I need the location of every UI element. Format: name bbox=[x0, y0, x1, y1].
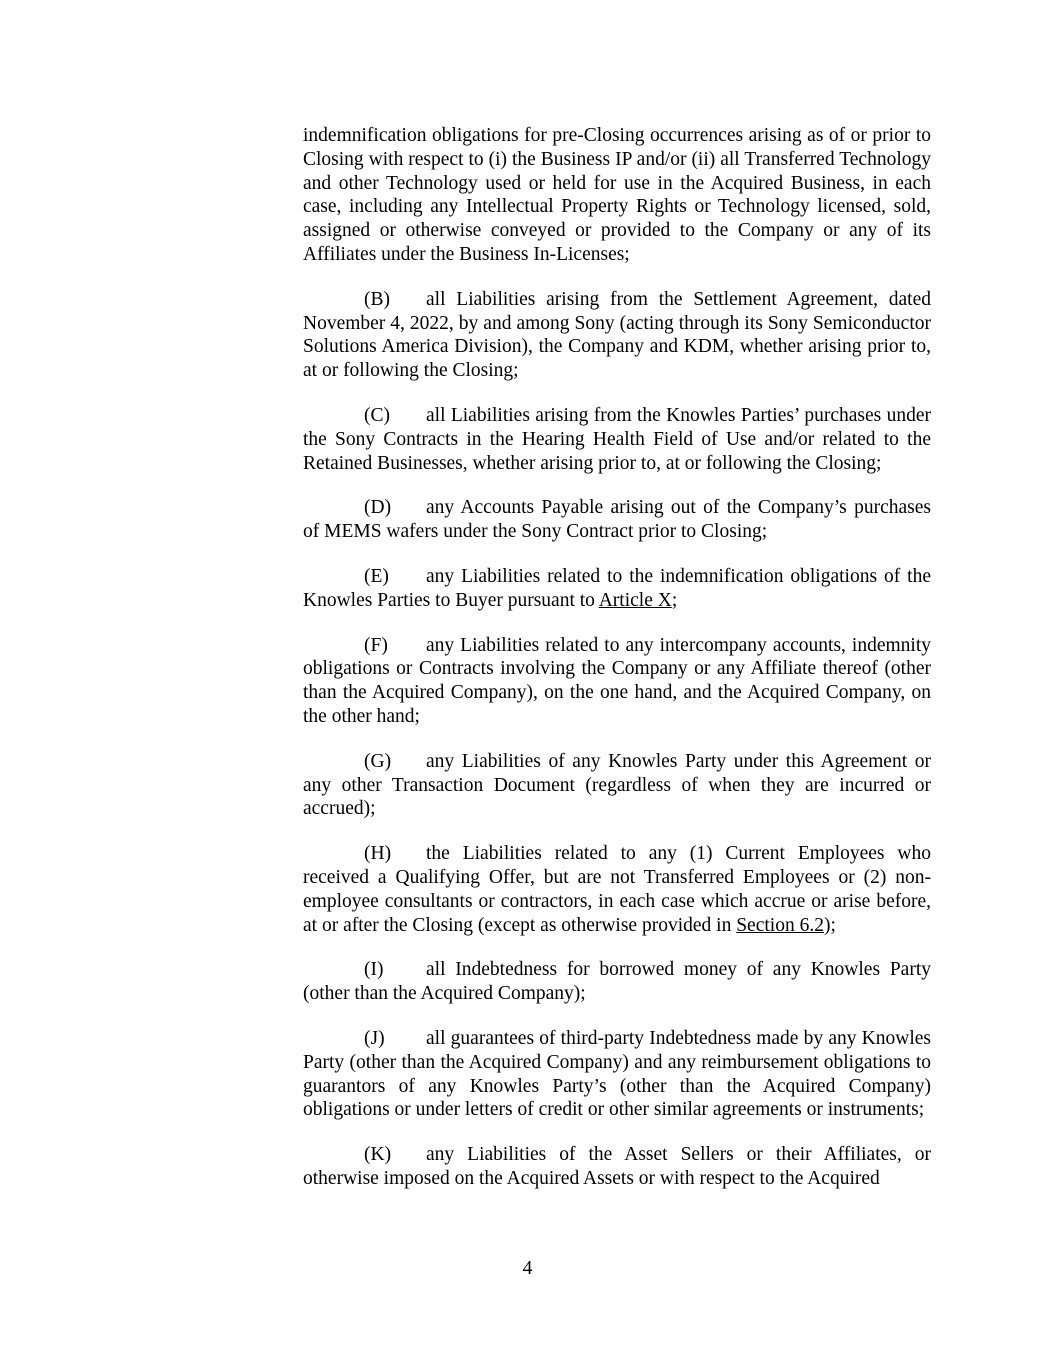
clause-e bbox=[303, 565, 931, 613]
clause-label: (C) bbox=[364, 404, 390, 426]
clause-text: any Liabilities of any Knowles Party under this Agreement or any other Transaction Document (regardless of when they are incurred or accrued); bbox=[303, 750, 931, 820]
document-body bbox=[303, 124, 931, 1191]
clause-text: any Liabilities related to any intercompany accounts, indemnity obligations or Contracts involving the Company or any Affiliate thereof (other than the Acquired Company), on the one hand, and the Acquired Company, on the other hand; bbox=[303, 634, 931, 727]
clause-text: any Liabilities related to the indemnification obligations of the Knowles Parties to Buyer pursuant to bbox=[303, 565, 931, 611]
clause-label: (K) bbox=[364, 1144, 392, 1166]
continuation-paragraph: indemnification obligations for pre-Closing occurrences arising as of or prior to Closing with respect to (i) the Business IP and/or (ii) all Transferred Technology and other Technology used or held for use in the Acquired Business, in each case, including any Intellectual Property Rights or Technology licensed, sold, assigned or otherwise conveyed or provided to the Company or any of its Affiliates under the Business In-Licenses; bbox=[303, 125, 931, 265]
clause-text: any Accounts Payable arising out of the Company’s purchases of MEMS wafers under the Sony Contract prior to Closing; bbox=[303, 497, 931, 543]
clause-k bbox=[303, 1143, 931, 1191]
clause-h bbox=[303, 842, 931, 937]
clause-label: (G) bbox=[364, 750, 392, 772]
clause-text: any Liabilities of the Asset Sellers or their Affiliates, or otherwise imposed on the Acquired Assets or with respect to the Acquired bbox=[303, 1144, 931, 1189]
clause-f bbox=[303, 634, 931, 729]
page-number: 4 bbox=[522, 1258, 533, 1279]
clause-c bbox=[303, 404, 931, 475]
clause-text-end: ; bbox=[671, 589, 678, 611]
clause-label: (E) bbox=[364, 565, 389, 587]
clause-text-end: ); bbox=[823, 914, 836, 936]
clause-label: (D) bbox=[364, 497, 392, 519]
clause-label: (F) bbox=[364, 634, 388, 656]
clause-label: (I) bbox=[364, 959, 384, 981]
clause-text: all Liabilities arising from the Settlement Agreement, dated November 4, 2022, by and among Sony (acting through its Sony Semiconductor Solutions America Division), the Company and KDM, whether arising prior to, at or following the Closing; bbox=[303, 288, 931, 382]
clause-d bbox=[303, 496, 931, 544]
clause-text: the Liabilities related to any (1) Current Employees who received a Qualifying Offer, but are not Transferred Employees or (2) non-employee consultants or contractors, in each case which accrue or arise before, at or after the Closing (except as otherwise provided in bbox=[303, 843, 931, 936]
clause-g bbox=[303, 750, 931, 821]
clause-text: all Indebtedness for borrowed money of any Knowles Party (other than the Acquired Company); bbox=[303, 959, 931, 1005]
clause-label: (H) bbox=[364, 843, 392, 865]
clause-j bbox=[303, 1027, 931, 1122]
clause-i bbox=[303, 958, 931, 1006]
clause-label: (B) bbox=[364, 288, 390, 310]
article-x-reference: Article X bbox=[598, 589, 672, 611]
clause-label: (J) bbox=[364, 1027, 385, 1049]
section-6-2-reference: Section 6.2 bbox=[736, 914, 824, 936]
clause-text: all guarantees of third-party Indebtedness made by any Knowles Party (other than the Acquired Company) and any reimbursement obligations to guarantors of any Knowles Party’s (other than the Acquired Company) obligations or under letters of credit or other similar agreements or instruments; bbox=[303, 1027, 931, 1121]
clause-b bbox=[303, 288, 931, 383]
clause-text: all Liabilities arising from the Knowles Parties’ purchases under the Sony Contracts in the Hearing Health Field of Use and/or related to the Retained Businesses, whether arising prior to, at or following the Closing; bbox=[303, 404, 931, 474]
